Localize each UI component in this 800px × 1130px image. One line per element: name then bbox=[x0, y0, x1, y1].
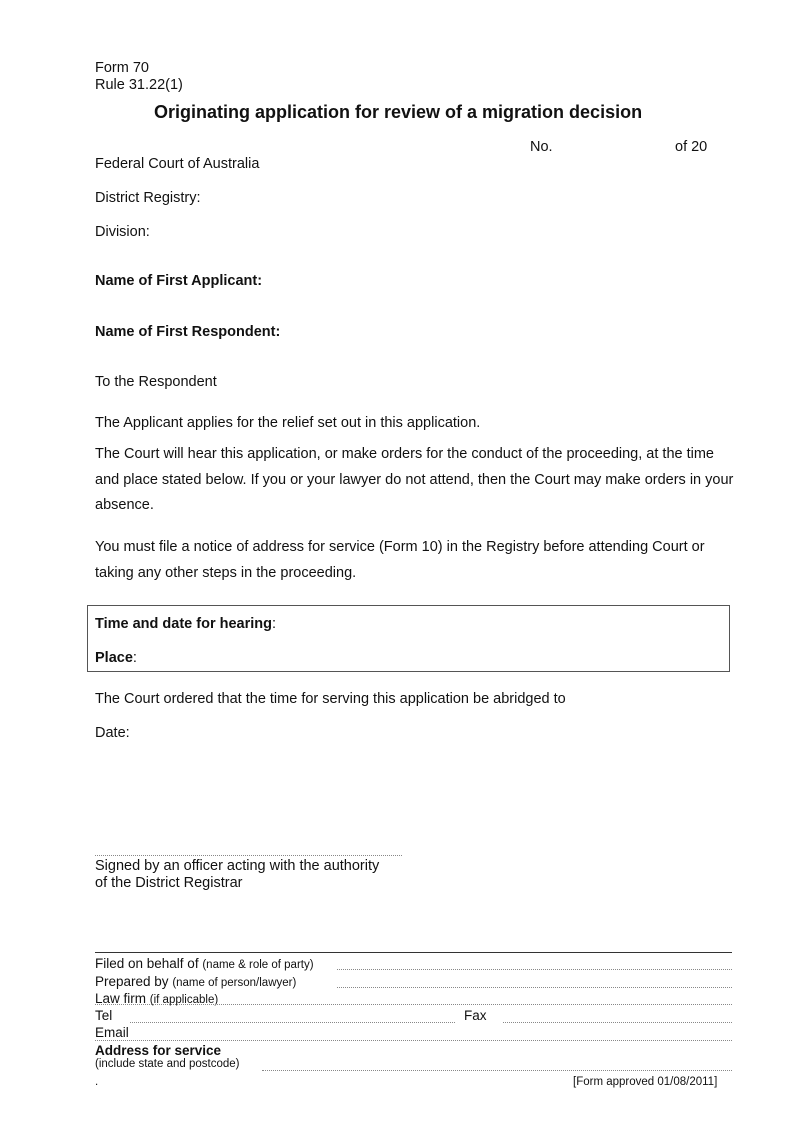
form-approved: [Form approved 01/08/2011] bbox=[573, 1076, 718, 1088]
law-firm-note: (if applicable) bbox=[149, 994, 219, 1006]
hearing-notice: The Court will hear this application, or make orders for the conduct of the proceeding, at the time and place stated below. If you or your lawyer do not attend, then the Court may make orders in your absence. bbox=[95, 446, 734, 513]
prepared-by-label: Prepared by bbox=[95, 974, 169, 989]
abridged-text: The Court ordered that the time for serving this application be abridged to bbox=[95, 691, 566, 707]
tel-label: Tel bbox=[95, 1008, 113, 1023]
signature-line bbox=[95, 855, 402, 856]
filed-on-behalf-field[interactable] bbox=[337, 969, 732, 970]
address-field[interactable] bbox=[262, 1070, 732, 1071]
trailing-dot: . bbox=[95, 1076, 99, 1088]
no-label: No. bbox=[530, 139, 553, 155]
date-label: Date: bbox=[95, 725, 130, 741]
district-registry-label: District Registry: bbox=[95, 190, 201, 206]
division-label: Division: bbox=[95, 224, 150, 240]
page-title: Originating application for review of a migration decision bbox=[154, 102, 643, 122]
address-note: (include state and postcode) bbox=[95, 1058, 240, 1070]
address-for-service-label: Address for service bbox=[95, 1043, 222, 1058]
hearing-place-row bbox=[95, 650, 137, 666]
filed-on-behalf-row bbox=[95, 956, 314, 971]
filed-on-behalf-note: (name & role of party) bbox=[202, 959, 314, 971]
hearing-time-label: Time and date for hearing bbox=[95, 616, 272, 632]
rule-reference: Rule 31.22(1) bbox=[95, 77, 183, 93]
hearing-time-colon: : bbox=[272, 616, 277, 632]
tel-field[interactable] bbox=[130, 1022, 455, 1023]
court-name: Federal Court of Australia bbox=[95, 156, 260, 172]
email-label: Email bbox=[95, 1025, 129, 1040]
prepared-by-note: (name of person/lawyer) bbox=[172, 977, 297, 989]
form-number: Form 70 bbox=[95, 60, 149, 76]
prepared-by-row bbox=[95, 974, 296, 989]
filing-top-rule bbox=[95, 952, 732, 953]
fax-label: Fax bbox=[464, 1008, 487, 1023]
prepared-by-field[interactable] bbox=[337, 987, 732, 988]
hearing-place-colon: : bbox=[132, 650, 137, 666]
relief-statement: The Applicant applies for the relief set out in this application. bbox=[95, 415, 481, 431]
filed-on-behalf-label: Filed on behalf of bbox=[95, 956, 199, 971]
signature-line1: Signed by an officer acting with the authority bbox=[95, 858, 380, 874]
law-firm-field[interactable] bbox=[95, 1004, 732, 1005]
address-notice: You must file a notice of address for service (Form 10) in the Registry before attending Court or taking any other steps in the proceeding. bbox=[95, 539, 705, 581]
hearing-place-label: Place bbox=[95, 650, 133, 666]
to-respondent: To the Respondent bbox=[95, 374, 217, 390]
hearing-time-row bbox=[95, 616, 276, 632]
fax-field[interactable] bbox=[503, 1022, 732, 1023]
first-applicant-label: Name of First Applicant: bbox=[95, 273, 263, 289]
email-field[interactable] bbox=[95, 1040, 732, 1041]
signature-line2: of the District Registrar bbox=[95, 875, 243, 891]
of-year-label: of 20 bbox=[675, 139, 708, 155]
first-respondent-label: Name of First Respondent: bbox=[95, 324, 281, 340]
law-firm-label: Law firm bbox=[95, 991, 147, 1006]
